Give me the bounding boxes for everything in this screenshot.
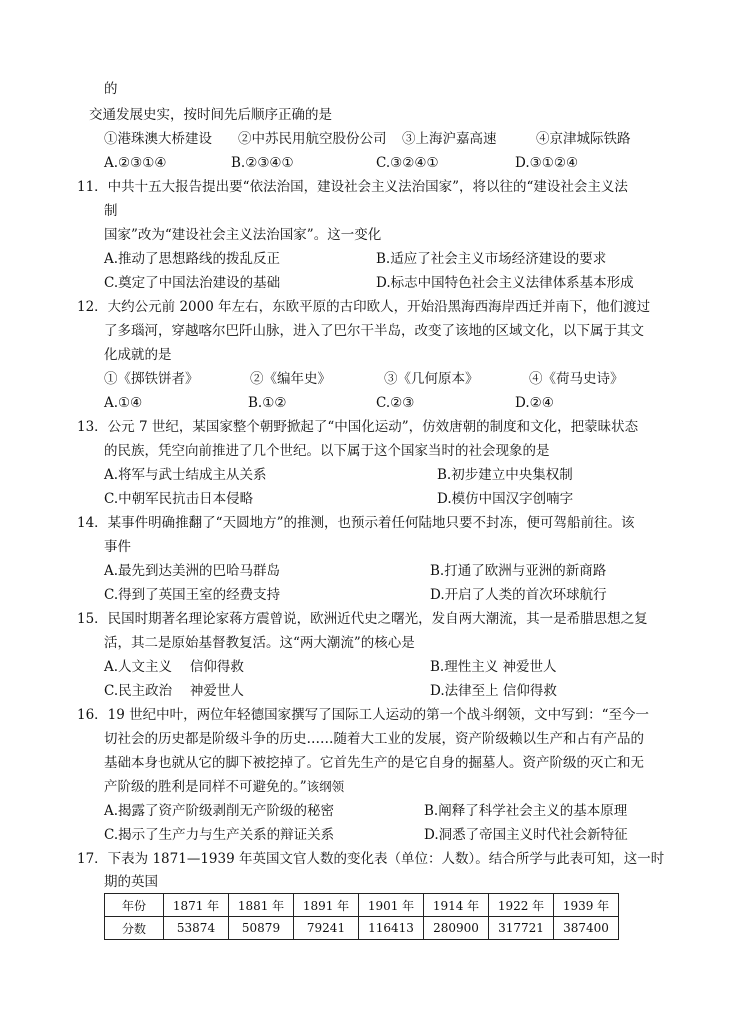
q12-text-line: 化成就的是 [104, 347, 172, 363]
q11-option-c: C.奠定了中国法治建设的基础 [104, 275, 281, 291]
q17-text-line: 17．下表为 1871—1939 年英国文官人数的变化表（单位：人数）。结合所学与此表可知，这一时 [77, 851, 665, 867]
table-row-header: 年份 [105, 894, 164, 917]
table-cell: 1891 年 [294, 894, 359, 917]
q13-text-line: 13．公元 7 世纪，某国家整个朝野掀起了“中国化运动”，仿效唐朝的制度和文化，把蒙昧状态 [77, 419, 639, 435]
table-cell: 280900 [424, 917, 489, 940]
q15-text-line: 活，其二是原始基督教复活。这“两大潮流”的核心是 [104, 635, 415, 651]
q10-item: ②中苏民用航空股份公司 [238, 131, 387, 147]
table-cell: 1939 年 [554, 894, 619, 917]
q15-option-a: A.人文主义 信仰得救 [104, 659, 244, 675]
q12-option-b: B.①② [248, 395, 287, 411]
q16-text-line: 切社会的历史都是阶级斗争的历史……随着大工业的发展，资产阶级赖以生产和占有产品的 [104, 731, 644, 747]
q16-option-d: D.洞悉了帝国主义时代社会新特征 [424, 827, 628, 843]
q13-text-line: 的民族，凭空向前推进了几个世纪。以下属于这个国家当时的社会现象的是 [104, 443, 550, 459]
q12-text-line: 12．大约公元前 2000 年左右，东欧平原的古印欧人，开始沿黑海西海岸西迁并南下，他们渡过 [77, 299, 651, 315]
q15-option-b: B.理性主义 神爱世人 [430, 659, 557, 675]
table-cell: 116413 [359, 917, 424, 940]
table-cell: 1922 年 [489, 894, 554, 917]
q14-text-line: 事件 [104, 539, 131, 555]
table-cell: 1901 年 [359, 894, 424, 917]
q14-text-line: 14．某事件明确推翻了“天圆地方”的推测，也预示着任何陆地只要不封冻，便可驾船前往。该 [77, 515, 635, 531]
q14-option-d: D.开启了人类的首次环球航行 [430, 587, 607, 603]
q14-option-b: B.打通了欧洲与亚洲的新商路 [430, 563, 607, 579]
q13-option-a: A.将军与武士结成主从关系 [104, 467, 267, 483]
table-row-header: 分数 [105, 917, 164, 940]
q10-item: ④京津城际铁路 [536, 131, 631, 147]
q10-option-b: B.②③④① [231, 155, 294, 171]
q10-text-line: 交通发展史实，按时间先后顺序正确的是 [89, 107, 332, 123]
table-cell: 53874 [164, 917, 229, 940]
table-cell: 1881 年 [229, 894, 294, 917]
q16-option-b: B.阐释了科学社会主义的基本原理 [424, 803, 628, 819]
q13-option-b: B.初步建立中央集权制 [437, 467, 573, 483]
q11-text-line: 国家”改为“建设社会主义法治国家”。这一变化 [104, 227, 382, 243]
q16-text-line: 基础本身也就从它的脚下被挖掉了。它首先生产的是它自身的掘墓人。资产阶级的灭亡和无 [104, 755, 644, 771]
table-cell: 317721 [489, 917, 554, 940]
q12-option-d: D.②④ [515, 395, 554, 411]
q12-item: ③《几何原本》 [384, 371, 479, 387]
q10-item: ①港珠澳大桥建设 [104, 131, 212, 147]
q10-item: ③上海沪嘉高速 [402, 131, 497, 147]
q11-text-line: 11．中共十五大报告提出要“依法治国，建设社会主义法治国家”，将以往的“建设社会主义法 [77, 179, 628, 195]
q14-option-c: C.得到了英国王室的经费支持 [104, 587, 281, 603]
q14-option-a: A.最先到达美洲的巴哈马群岛 [104, 563, 281, 579]
table-cell: 387400 [554, 917, 619, 940]
q13-option-d: D.模仿中国汉字创喃字 [437, 491, 574, 507]
civil-servant-table [104, 893, 619, 940]
q12-item: ②《编年史》 [250, 371, 331, 387]
q11-text-line: 制 [104, 203, 118, 219]
q16-text-line [104, 777, 344, 797]
q16-stem: 该纲领 [306, 779, 345, 794]
table-row [105, 894, 619, 917]
q12-option-c: C.②③ [376, 395, 415, 411]
q16-option-a: A.揭露了资产阶级剥削无产阶级的秘密 [104, 803, 335, 819]
table-cell: 79241 [294, 917, 359, 940]
q15-option-c: C.民主政治 神爱世人 [104, 683, 244, 699]
q11-option-b: B.适应了社会主义市场经济建设的要求 [376, 251, 607, 267]
q12-item: ④《荷马史诗》 [529, 371, 624, 387]
q16-option-c: C.揭示了生产力与生产关系的辩证关系 [104, 827, 335, 843]
q15-option-d: D.法律至上 信仰得救 [430, 683, 557, 699]
q11-option-d: D.标志中国特色社会主义法律体系基本形成 [376, 275, 634, 291]
q15-text-line: 15．民国时期著名理论家蒋方震曾说，欧洲近代史之曙光，发自两大潮流，其一是希腊思想之复 [77, 611, 648, 627]
q12-item: ①《掷铁饼者》 [104, 371, 199, 387]
q10-option-d: D.③①②④ [515, 155, 579, 171]
q10-text-line: 的 [104, 81, 118, 97]
table-cell: 50879 [229, 917, 294, 940]
q12-option-a: A.①④ [104, 395, 143, 411]
q10-option-c: C.③②④① [376, 155, 439, 171]
q13-option-c: C.中朝军民抗击日本侵略 [104, 491, 254, 507]
q17-text-line: 期的英国 [104, 874, 158, 890]
q12-text-line: 了多瑙河，穿越喀尔巴阡山脉，进入了巴尔干半岛，改变了该地的区域文化，以下属于其文 [104, 323, 644, 339]
q16-quote-end: 产阶级的胜利是同样不可避免的。” [104, 779, 307, 795]
table-cell: 1914 年 [424, 894, 489, 917]
q11-option-a: A.推动了思想路线的拨乱反正 [104, 251, 281, 267]
table-row [105, 917, 619, 940]
table-cell: 1871 年 [164, 894, 229, 917]
q16-text-line: 16．19 世纪中叶，两位年轻德国家撰写了国际工人运动的第一个战斗纲领，文中写到：“至今一 [77, 707, 650, 723]
q10-option-a: A.②③①④ [104, 155, 167, 171]
